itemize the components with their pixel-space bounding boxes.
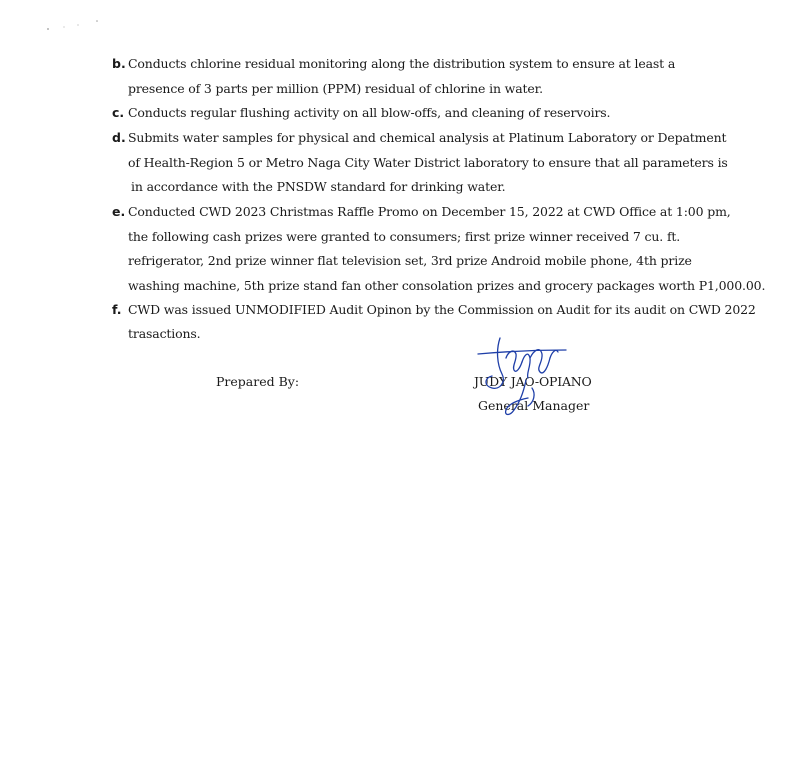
handwritten-signature bbox=[470, 330, 580, 422]
item-text-line: the following cash prizes were granted to consumers; first prize winner received 7 cu. ft. bbox=[128, 229, 681, 244]
list-marker: f. bbox=[112, 302, 122, 317]
signatory-title: General Manager bbox=[478, 398, 590, 413]
prepared-by-label: Prepared By: bbox=[216, 374, 300, 389]
item-text-line: refrigerator, 2nd prize winner flat television set, 3rd prize Android mobile phone, 4th prize bbox=[128, 253, 692, 268]
item-text-line: Conducts regular flushing activity on all blow-offs, and cleaning of reservoirs. bbox=[128, 105, 611, 120]
item-text-line: presence of 3 parts per million (PPM) residual of chlorine in water. bbox=[128, 81, 543, 96]
item-text-line: trasactions. bbox=[128, 326, 201, 341]
item-text-line: Submits water samples for physical and chemical analysis at Platinum Laboratory or Depatment bbox=[128, 130, 727, 145]
item-text-line: CWD was issued UNMODIFIED Audit Opinon by the Commission on Audit for its audit on CWD 2022 bbox=[128, 302, 756, 317]
item-text-line: of Health-Region 5 or Metro Naga City Water District laboratory to ensure that all parameters is bbox=[128, 155, 728, 170]
item-text-line: washing machine, 5th prize stand fan other consolation prizes and grocery packages worth P1,000.00. bbox=[128, 278, 766, 293]
list-marker: e. bbox=[112, 204, 126, 219]
signatory-name: JUDY JAO-OPIANO bbox=[474, 374, 592, 389]
item-text-line: Conducts chlorine residual monitoring along the distribution system to ensure at least a bbox=[128, 56, 676, 71]
scan-specks bbox=[44, 16, 114, 36]
list-marker: b. bbox=[112, 56, 126, 71]
list-marker: c. bbox=[112, 105, 125, 120]
list-marker: d. bbox=[112, 130, 126, 145]
item-text-line: in accordance with the PNSDW standard for drinking water. bbox=[131, 179, 506, 194]
item-text-line: Conducted CWD 2023 Christmas Raffle Promo on December 15, 2022 at CWD Office at 1:00 pm, bbox=[128, 204, 731, 219]
